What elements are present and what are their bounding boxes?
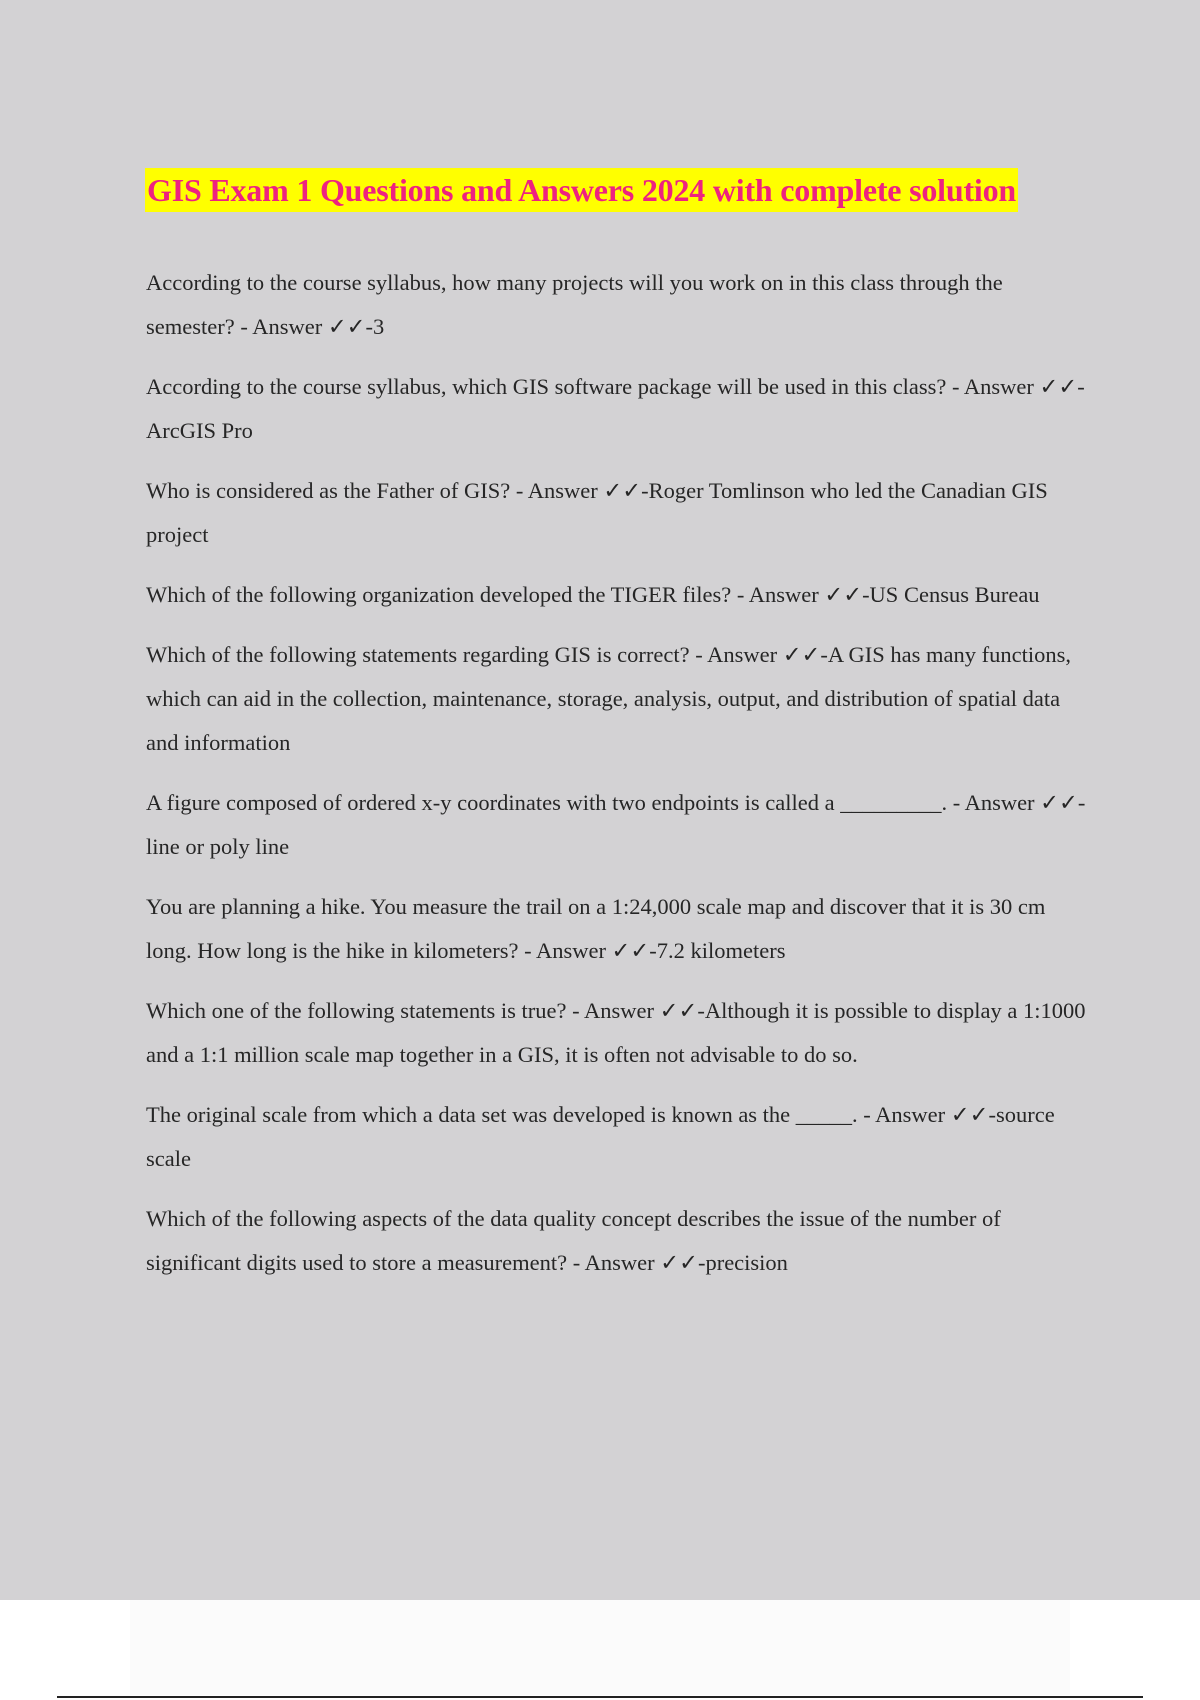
footer-rule <box>57 1696 1143 1698</box>
qa-item-7: You are planning a hike. You measure the trail on a 1:24,000 scale map and discover that it is 30 cm long. How long is the hike in kilometers? - Answer ✓✓-7.2 kilometers <box>146 894 1046 963</box>
qa-item-2: According to the course syllabus, which GIS software package will be used in this class? - Answer ✓✓-ArcGIS Pro <box>146 374 1085 443</box>
qa-item-9: The original scale from which a data set was developed is known as the _____. - Answer ✓✓-source scale <box>146 1102 1055 1171</box>
qa-item-1: According to the course syllabus, how many projects will you work on in this class through the semester? - Answer ✓✓-3 <box>146 270 1003 339</box>
qa-item-4: Which of the following organization developed the TIGER files? - Answer ✓✓-US Census Bureau <box>146 582 1040 607</box>
qa-list <box>146 261 1094 1285</box>
document-title: GIS Exam 1 Questions and Answers 2024 with complete solution <box>145 168 1018 212</box>
qa-item-10: Which of the following aspects of the data quality concept describes the issue of the number of significant digits used to store a measurement? - Answer ✓✓-precision <box>146 1206 1001 1275</box>
next-page-preview <box>130 1600 1070 1695</box>
qa-item-3: Who is considered as the Father of GIS? - Answer ✓✓-Roger Tomlinson who led the Canadian GIS project <box>146 478 1048 547</box>
qa-item-5: Which of the following statements regarding GIS is correct? - Answer ✓✓-A GIS has many functions, which can aid in the collection, maintenance, storage, analysis, output, and distribution of spatial data and information <box>146 642 1071 755</box>
qa-item-8: Which one of the following statements is true? - Answer ✓✓-Although it is possible to display a 1:1000 and a 1:1 million scale map together in a GIS, it is often not advisable to do so. <box>146 998 1086 1067</box>
qa-item-6: A figure composed of ordered x-y coordinates with two endpoints is called a _________. - Answer ✓✓-line or poly line <box>146 790 1086 859</box>
